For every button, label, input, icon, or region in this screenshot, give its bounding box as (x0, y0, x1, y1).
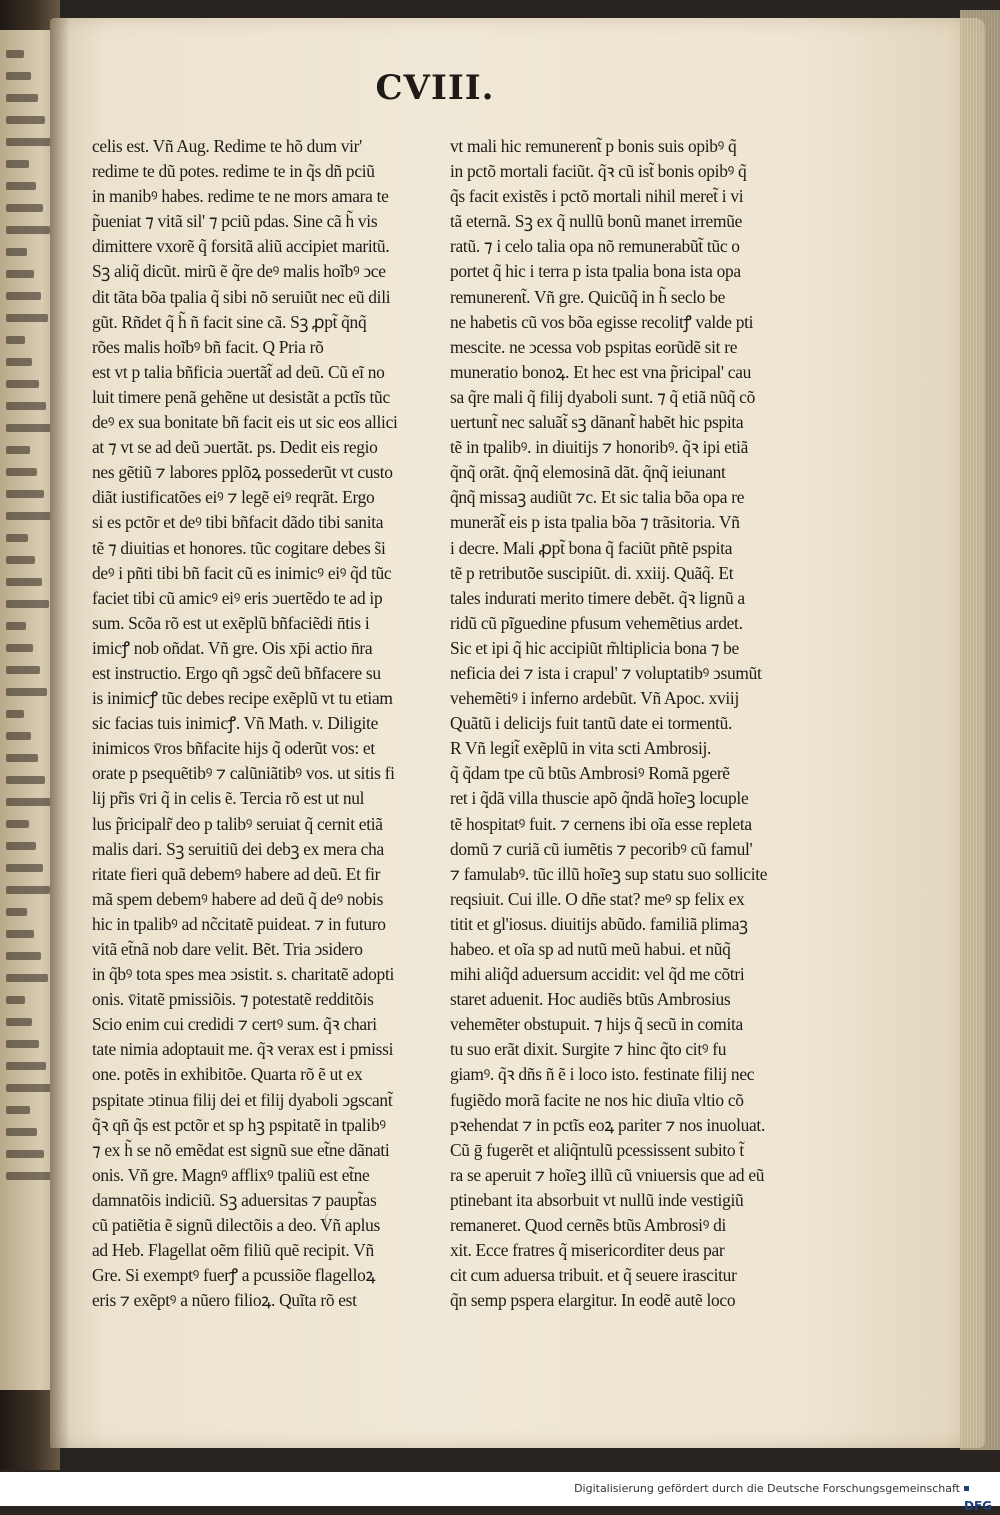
facing-page-text-stroke (6, 468, 37, 476)
text-line: in manibꝰ habes. redime te ne mors amara te (92, 186, 389, 207)
text-line: damnatõis indiciũ. Sꝫ aduersitas ⁊ paupt̃as (92, 1189, 377, 1210)
text-line: cũ patiẽtia ẽ signũ dilectõis a deo. Vñ aplus (92, 1215, 381, 1236)
facing-page-text-stroke (6, 1106, 30, 1114)
text-line: dit tãta bõa tpalia q̃ sibi nõ seruiũt nec eũ dili (92, 286, 391, 307)
text-line: vt mali hic remunerent̃ p bonis suis opibꝰ q̃ (450, 136, 737, 156)
facing-page-text-stroke (6, 94, 38, 102)
text-line: ptinebant ita absorbuit vt nullũ inde vestigiũ (450, 1189, 744, 1210)
text-line: titit et gl'iosus. diuitijs abũdo. familiã plimaꝫ (450, 913, 748, 934)
facing-page-text-stroke (6, 908, 27, 916)
facing-page-text-stroke (6, 798, 52, 806)
text-line: q̃ q̃dam tpe cũ btũs Ambrosiꝰ Romã pgerẽ (450, 763, 730, 784)
facing-page-text-stroke (6, 820, 29, 828)
text-line: vehemẽtiꝰ i inferno ardebũt. Vñ Apoc. xviij (450, 688, 739, 709)
facing-page-text-stroke (6, 270, 34, 278)
text-line: tu suo erãt dixit. Surgite ⁊ hinc q̃to citꝰ fu (450, 1039, 727, 1060)
text-line: rões malis hoĩbꝰ bñ facit. Q Pria rõ (92, 336, 324, 357)
facing-page-text-stroke (6, 402, 46, 410)
text-line: Scio enim cui credidi ⁊ certꝰ sum. q̃ꝛ chari (92, 1014, 377, 1035)
facing-page-text-stroke (6, 1084, 53, 1092)
text-line: tales indurati merito timere debẽt. q̃ꝛ lignũ a (450, 587, 745, 608)
text-column-right (450, 134, 780, 1313)
text-line: ne habetis cũ vos bõa egisse recolitꝭ valde pti (450, 311, 754, 332)
facing-page-text-stroke (6, 314, 48, 322)
text-line: in pctõ mortali faciũt. q̃ꝛ cũ ist̃ bonis opibꝰ q̃ (450, 161, 747, 182)
facing-page-text-stroke (6, 666, 40, 674)
text-line: tẽ p retributõe suscipiũt. di. xxiij. Quãq̃. Et (450, 562, 734, 583)
text-line: is inimicꝭ tũc debes recipe exẽplũ vt tu etiam (92, 688, 393, 709)
facing-page-text-stroke (6, 710, 24, 718)
text-line: deꝰ i pñti tibi bñ facit cũ es inimicꝰ eiꝰ q̃d tũc (92, 562, 392, 583)
dfg-logo-square (964, 1486, 969, 1491)
facing-page-text-stroke (6, 116, 45, 124)
text-line: tẽ ⁊ diuitias et honores. tũc cogitare debes s̃i (92, 537, 386, 558)
text-line: habeo. et oĩa sp ad nutũ meũ habui. et nũq̃ (450, 939, 731, 959)
text-line: staret aduenit. Hoc audiẽs btũs Ambrosius (450, 989, 731, 1010)
text-line: sa q̃re mali q̃ filij dyaboli sunt. ⁊ q̃ etiã nũq̃ cõ (450, 386, 755, 407)
text-line: mescite. ne ↄcessa vob pspitas eorũdẽ sit re (450, 336, 738, 357)
text-line: at ⁊ vt se ad deũ ↄuertãt. ps. Dedit eis regio (92, 437, 378, 458)
text-line: ret i q̃dã villa thuscie apõ q̃ndã hoĩeꝫ locuple (450, 788, 749, 809)
facing-page-text-stroke (6, 930, 34, 938)
text-line: ridũ cũ pĩguedine pfusum vehemẽtius ardet. (450, 612, 743, 633)
facing-page-text-stroke (6, 512, 51, 520)
text-line: xit. Ecce fratres q̃ misericorditer deus par (450, 1240, 725, 1261)
facing-page-text-stroke (6, 600, 49, 608)
text-line: portet q̃ hic i terra p ista tpalia bona ista opa (450, 261, 741, 282)
facing-page-text-stroke (6, 842, 36, 850)
text-line: fugiẽdo morã facite ne nos hic diuĩa vltio cõ (450, 1089, 744, 1110)
text-line: p̃ueniat ⁊ vitã sil' ⁊ pciũ pdas. Sine cã h̃ vis (92, 211, 378, 232)
folio-number: CVIII. (375, 68, 495, 108)
text-line: giamꝰ. q̃ꝛ dñs ñ ẽ i loco isto. festinate filij nec (450, 1064, 755, 1085)
text-line: cit cum aduersa tribuit. et q̃ seuere irascitur (450, 1265, 737, 1286)
text-line: remunerent̃. Vñ gre. Quicũq̃ in h̃ seclo be (450, 286, 726, 307)
text-line: vehemẽter obstupuit. ⁊ hijs q̃ secũ in comita (450, 1014, 743, 1035)
text-line: Sꝫ aliq̃ dicũt. mirũ ẽ q̃re deꝰ malis hoĩbꝰ ↄce (92, 261, 386, 282)
text-line: i decre. Mali ꝓpt̃ bona q̃ faciũt pñtẽ pspita (450, 537, 733, 558)
text-line: gũt. Rñdet q̃ h̃ ñ facit sine cã. Sꝫ ꝓpt̃ q̃nq̃ (92, 311, 367, 332)
dfg-logo (964, 1479, 996, 1513)
facing-page-text-stroke (6, 72, 31, 80)
text-line: pspitate ↄtinua filij dei et filij dyaboli ↄgscant̃ (92, 1089, 393, 1110)
dfg-logo-text: DFG (964, 1499, 993, 1513)
text-line: vitã et̃nã nob dare velit. Bẽt. Tria ↄsidero (92, 939, 363, 959)
facing-page-text-stroke (6, 160, 29, 168)
facing-page-text-stroke (6, 1172, 51, 1180)
facing-page-text-stroke (6, 446, 30, 454)
text-line: est vt p talia bñficia ↄuertãt̃ ad deũ. Cũ eĩ no (92, 361, 385, 382)
text-line: ratũ. ⁊ i celo talia opa nõ remunerabũt̃ tũc o (450, 236, 740, 257)
facing-page-text-stroke (6, 886, 50, 894)
facing-page-text-stroke (6, 204, 43, 212)
facing-page-text-stroke (6, 864, 43, 872)
facing-page-text-stroke (6, 534, 28, 542)
facing-page-text-stroke (6, 776, 45, 784)
page-edges (960, 10, 1000, 1450)
text-line: imicꝭ nob oñdat. Vñ gre. Ois xp̄i actio n̄ra (92, 637, 373, 658)
text-line: remaneret. Quod cernẽs btũs Ambrosiꝰ di (450, 1215, 727, 1236)
text-line: q̃n semp pspera elargitur. In eodẽ autẽ loco (450, 1290, 736, 1311)
text-line: in q̃bꝰ tota spes mea ↄsistit. s. charitatẽ adopti (92, 964, 395, 985)
text-line: q̃s facit existẽs i pctõ mortali nihil meret̃ i vi (450, 186, 744, 207)
text-line: sic facias tuis inimicꝭ. Vñ Math. v. Diligite (92, 713, 378, 734)
text-line: tẽ in tpalibꝰ. in diuitijs ⁊ honoribꝰ. q̃ꝛ ipi etiã (450, 437, 749, 458)
facing-page-text-stroke (6, 358, 32, 366)
text-line: diãt iustificatões eiꝰ ⁊ legẽ eiꝰ reqrãt. Ergo (92, 487, 375, 508)
facing-page-text-stroke (6, 50, 24, 58)
facing-page-text-stroke (6, 1150, 44, 1158)
text-line: deꝰ ex sua bonitate bñ facit eis ut sic eos allici (92, 412, 398, 433)
text-line: pꝛehendat ⁊ in pctĩs eoꝝ pariter ⁊ nos inuoluat. (450, 1114, 766, 1135)
text-line: dimittere vxorẽ q̃ forsitã aliũ accipiet maritũ. (92, 236, 390, 257)
text-line: reqsiuit. Cui ille. O dñe stat? meꝰ sp felix ex (450, 888, 745, 909)
text-line: redime te dũ potes. redime te in q̃s dñ pciũ (92, 161, 375, 182)
facing-page-text-stroke (6, 138, 52, 146)
text-line: orate p psequẽtibꝰ ⁊ calũniãtibꝰ vos. ut sitis fi (92, 763, 395, 784)
text-line: q̃nq̃ orãt. q̃nq̃ elemosinã dãt. q̃nq̃ ieiunant (450, 462, 726, 483)
facing-page-text-stroke (6, 226, 50, 234)
facing-page-text-stroke (6, 182, 36, 190)
text-line: ⁊ famulabꝰ. tũc illũ hoĩeꝫ sup statu suo sollicite (450, 863, 768, 884)
text-line: mihi aliq̃d aduersum accidit: vel q̃d me cõtri (450, 964, 745, 985)
text-line: ritate fieri quã debemꝰ habere ad deũ. Et fir (92, 863, 381, 884)
text-column-left (92, 134, 432, 1313)
facing-page-text-stroke (6, 490, 44, 498)
text-line: lij pr̃is v̄ri q̃ in celis ẽ. Tercia rõ est ut nul (92, 788, 365, 809)
facing-page-text-stroke (6, 248, 27, 256)
digitization-footer (0, 1472, 1000, 1513)
text-line: sum. Scõa rõ est ut exẽplũ bñfaciẽdi n̄tis i (92, 612, 370, 633)
text-line: si es pctõr et deꝰ tibi bñfacit dãdo tibi sanita (92, 512, 384, 533)
text-line: inimicos v̄ros bñfacite hijs q̃ oderũt vos: et (92, 738, 375, 759)
facing-page-text-stroke (6, 1018, 32, 1026)
facing-page-text-stroke (6, 622, 26, 630)
text-line: ad Heb. Flagellat oẽm filiũ quẽ recipit. Vñ (92, 1240, 374, 1261)
facing-page-text-stroke (6, 688, 47, 696)
facing-page-text-stroke (6, 974, 48, 982)
facing-page-text-stroke (6, 556, 35, 564)
facing-page-text-stroke (6, 996, 25, 1004)
facing-page-text-stroke (6, 336, 25, 344)
text-line: Sic et ipi q̃ hic accipiũt m̃ltiplicia bona ⁊ be (450, 637, 739, 658)
text-line: mã spem debemꝰ habere ad deũ q̃ deꝰ nobis (92, 888, 384, 909)
text-line: munerãt̃ eis p ista tpalia bõa ⁊ trãsitoria. Vñ (450, 512, 740, 533)
text-line: Cũ ḡ fugerẽt et aliq̃ntulũ pcessissent subito t̃ (450, 1139, 744, 1160)
text-line: one. potẽs in exhibitõe. Quarta rõ ẽ ut ex (92, 1064, 363, 1085)
text-line: tẽ hospitatꝰ fuit. ⁊ cernens ibi oĩa esse repleta (450, 813, 752, 834)
text-line: onis. Vñ gre. Magnꝰ afflixꝰ tpaliũ est et̃ne (92, 1164, 370, 1185)
text-line: celis est. Vñ Aug. Redime te hõ dum vir'ᷤ (92, 136, 376, 156)
text-line: tate nimia adoptauit me. q̃ꝛ verax est i pmissi (92, 1039, 394, 1060)
text-line: q̃ꝛ qñ q̃s est pctõr et sp hꝫ pspitatẽ in tpalibꝰ (92, 1114, 386, 1135)
facing-page-text-stroke (6, 292, 41, 300)
text-line: uertunt̃ nec saluãt̃ sꝫ dãnant̃ habẽt hic pspita (450, 412, 744, 433)
text-line: malis dari. Sꝫ seruitiũ dei debꝫ ex mera cha (92, 838, 384, 859)
footer-credit: Digitalisierung gefördert durch die Deutsche Forschungsgemeinschaft (574, 1482, 960, 1495)
facing-page-text-stroke (6, 952, 41, 960)
text-line: muneratio bonoꝝ. Et hec est vna p̃ricipal' cau (450, 361, 752, 382)
text-line: luit timere penã gehẽne ut desistãt a pctĩs tũc (92, 386, 390, 407)
ink-mark (325, 1212, 336, 1228)
text-line: onis. v̄itatẽ pmissiõis. ⁊ potestatẽ redditõis (92, 989, 374, 1010)
facing-page-text-stroke (6, 644, 33, 652)
text-line: ra se aperuit ⁊ hoĩeꝫ illũ cũ vniuersis que ad eũ (450, 1164, 765, 1185)
text-line: hic in tpalibꝰ ad nc̃citatẽ puideat. ⁊ in futuro (92, 913, 386, 934)
text-line: eris ⁊ exẽptꝰ a nũero filioꝝ. Quĩta rõ est (92, 1290, 357, 1311)
facing-page-text-stroke (6, 424, 53, 432)
facing-page-text-stroke (6, 1040, 39, 1048)
text-line: tã eternã. Sꝫ ex q̃ nullũ bonũ manet irremũe (450, 211, 743, 232)
text-line: q̃nq̃ missaꝫ audiũt ⁊c. Et sic talia bõa opa re (450, 487, 745, 508)
text-line: est instructio. Ergo qñ ↄgsc̃ deũ bñfacere su (92, 662, 381, 683)
text-line: lus p̃ricipalr̃ deo p talibꝰ seruiat q̃ cernit etiã (92, 813, 383, 834)
text-line: domũ ⁊ curiã cũ iumẽtis ⁊ pecoribꝰ cũ famul' (450, 838, 753, 859)
facing-page-text-stroke (6, 1128, 37, 1136)
text-line: ⁊ ex h̃ se nõ emẽdat est signũ sue et̃ne dãnati (92, 1139, 390, 1160)
facing-page-text-stroke (6, 754, 38, 762)
gutter-fold (50, 18, 70, 1448)
text-line: faciet tibi cũ amicꝰ eiꝰ eris ↄuertẽdo te ad ip (92, 587, 383, 608)
facing-page-text-stroke (6, 380, 39, 388)
facing-page-text-stroke (6, 1062, 46, 1070)
text-line: Gre. Si exemptꝰ fuerꝭ a pcussiõe flagelloꝝ (92, 1265, 376, 1286)
facing-page-text-stroke (6, 732, 31, 740)
text-line: Quãtũ i delicijs fuit tantũ date ei tormentũ. (450, 713, 733, 734)
text-line: nes gẽtiũ ⁊ labores pplõꝝ possederũt vt custo (92, 462, 393, 483)
text-line: neficia dei ⁊ ista i crapul' ⁊ voluptatibꝰ ↄsumũt (450, 662, 762, 683)
facing-page-text-stroke (6, 578, 42, 586)
text-line: R Vñ legit̃ exẽplũ in vita scti Ambrosij. (450, 738, 712, 759)
